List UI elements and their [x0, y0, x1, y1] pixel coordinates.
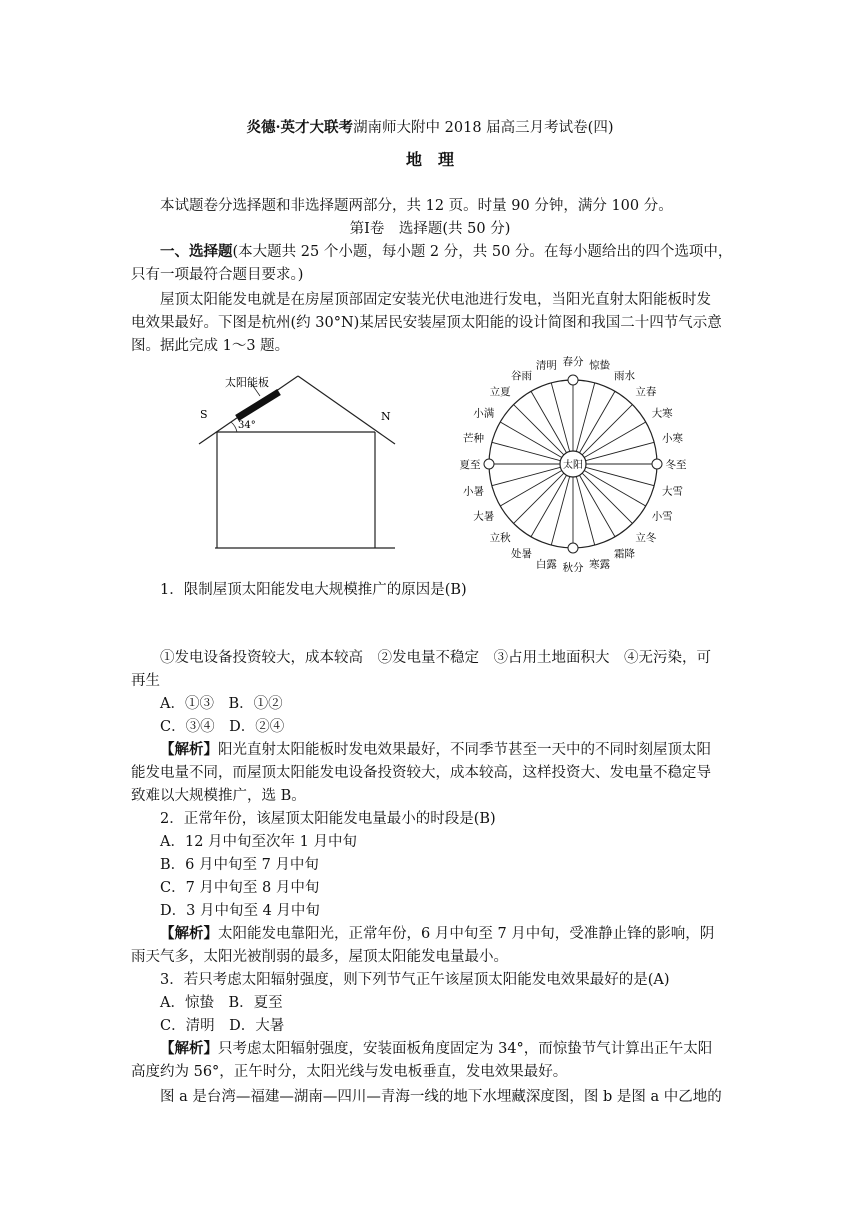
solar-term-label: 立冬 — [635, 531, 657, 544]
solar-term-spoke — [531, 475, 567, 536]
q3-choice-ab: A．惊蛰 B．夏至 — [160, 995, 283, 1011]
q2-choice-a: A．12 月中旬至次年 1 月中旬 — [160, 834, 357, 850]
q2-analysis-line2: 雨天气多，太阳光被削弱的最多，屋顶太阳能发电量最小。 — [131, 949, 508, 965]
q2-choice-c: C．7 月中旬至 8 月中旬 — [160, 880, 320, 896]
solar-term-spoke — [584, 422, 645, 458]
q2-choice-b: B．6 月中旬至 7 月中旬 — [160, 857, 319, 873]
solar-term-spoke — [582, 473, 632, 523]
q3-analysis-line1 — [160, 1039, 712, 1059]
solar-term-spoke — [582, 405, 632, 455]
q1-analysis-line2: 能发电量不同，而屋顶太阳能发电设备投资较大，成本较高，这样投资大、发电量不稳定导 — [131, 765, 711, 781]
q1-options-line1: ①发电设备投资较大，成本较高 ②发电量不稳定 ③占用土地面积大 ④无污染，可 — [160, 650, 711, 666]
solar-term-label: 秋分 — [562, 562, 584, 572]
q1-options-line2: 再生 — [131, 673, 160, 689]
solar-term-label: 立春 — [635, 386, 657, 399]
solar-term-spoke — [576, 383, 594, 452]
south-label: S — [200, 408, 208, 421]
solar-term-label: 立秋 — [489, 531, 511, 544]
section-heading-label: 一、选择题 — [160, 243, 233, 260]
section-heading-rest: (本大题共 25 个小题，每小题 2 分，共 50 分。在每小题给出的四个选项中， — [232, 244, 733, 260]
angle-label: 34° — [238, 420, 256, 431]
solar-term-spoke — [584, 471, 645, 507]
solar-term-label: 小暑 — [463, 485, 485, 498]
q1-analysis-text: 阳光直射太阳能板时发电效果最好，不同季节甚至一天中的不同时刻屋顶太阳 — [218, 742, 711, 758]
solar-term-label: 惊蛰 — [589, 359, 611, 372]
solar-term-spoke — [586, 442, 655, 460]
q1-analysis-line1 — [160, 740, 711, 760]
solar-term-spoke — [492, 467, 561, 485]
solar-term-label: 霜降 — [614, 548, 635, 561]
solar-term-label: 小寒 — [661, 432, 683, 445]
section-heading — [160, 242, 732, 262]
section-heading-line2: 只有一项最符合题目要求。) — [131, 267, 304, 283]
solar-term-label: 大暑 — [473, 510, 495, 523]
q1-choice-ab: A．①③ B．①② — [160, 696, 283, 712]
dot-spring-equinox — [568, 375, 578, 385]
solar-terms-diagram — [450, 352, 700, 572]
q3-stem: 3．若只考虑太阳辐射强度，则下列节气正午该屋顶太阳能发电效果最好的是(A) — [160, 972, 670, 988]
q2-analysis-tag: 【解析】 — [160, 925, 218, 942]
passage1-line1: 屋顶太阳能发电就是在房屋顶部固定安装光伏电池进行发电，当阳光直射太阳能板时发 — [160, 292, 711, 308]
solar-term-spoke — [586, 467, 655, 485]
solar-term-spoke — [551, 383, 569, 452]
dot-summer-solstice — [484, 459, 494, 469]
solar-term-label: 小雪 — [651, 510, 673, 523]
angle-arc — [231, 422, 237, 432]
exam-title — [0, 118, 860, 138]
intro-text: 本试题卷分选择题和非选择题两部分，共 12 页。时量 90 分钟，满分 100 分。 — [160, 198, 673, 214]
passage1-line3: 图。据此完成 1～3 题。 — [131, 338, 290, 354]
q1-stem: 1．限制屋顶太阳能发电大规模推广的原因是(B) — [160, 582, 467, 598]
q1-analysis-line3: 致难以大规模推广，选 B。 — [131, 788, 306, 804]
solar-term-label: 芒种 — [463, 432, 485, 445]
passage1-line2: 电效果最好。下图是杭州(约 30°N)某居民安装屋顶太阳能的设计简图和我国二十四节气示意 — [131, 315, 722, 331]
solar-term-spoke — [492, 442, 561, 460]
solar-term-spoke — [531, 391, 567, 452]
dot-autumn-equinox — [568, 543, 578, 553]
q1-choice-cd: C．③④ D．②④ — [160, 719, 285, 735]
exam-brand: 炎德·英才大联考 — [246, 119, 354, 136]
passage2-line1: 图 a 是台湾—福建—湖南—四川—青海一线的地下水埋藏深度图，图 b 是图 a 中乙地的 — [160, 1089, 722, 1105]
q1-analysis-tag: 【解析】 — [160, 741, 218, 758]
q2-analysis-text: 太阳能发电靠阳光，正常年份，6 月中旬至 7 月中旬，受准静止锋的影响，阴 — [218, 926, 715, 942]
section-title: 第Ⅰ卷 选择题(共 50 分) — [349, 221, 511, 237]
north-label: N — [381, 410, 391, 423]
q2-choice-d: D．3 月中旬至 4 月中旬 — [160, 903, 320, 919]
dot-winter-solstice — [652, 459, 662, 469]
sun-label: 太阳 — [563, 460, 583, 471]
subject-title: 地 理 — [405, 150, 454, 169]
solar-term-spoke — [514, 473, 564, 523]
solar-term-label: 清明 — [535, 359, 557, 372]
solar-term-label: 大寒 — [651, 407, 673, 420]
solar-term-label: 春分 — [562, 356, 584, 368]
q3-analysis-line2: 高度约为 56°，正午时分，太阳光线与发电板垂直，发电效果最好。 — [131, 1064, 568, 1080]
q3-choice-cd: C．清明 D．大暑 — [160, 1018, 285, 1034]
solar-panel — [237, 392, 279, 418]
solar-term-label: 处暑 — [511, 548, 532, 561]
solar-term-label: 小满 — [473, 407, 495, 420]
solar-term-spoke — [580, 391, 616, 452]
solar-term-spoke — [580, 475, 616, 536]
solar-term-spoke — [514, 405, 564, 455]
solar-term-label: 谷雨 — [511, 369, 532, 382]
solar-term-label: 夏至 — [459, 459, 481, 471]
q3-analysis-tag: 【解析】 — [160, 1040, 218, 1057]
solar-term-label: 冬至 — [665, 459, 687, 471]
solar-term-label: 立夏 — [489, 386, 511, 399]
q2-analysis-line1 — [160, 924, 714, 944]
solar-term-label: 寒露 — [589, 558, 611, 571]
solar-term-spoke — [551, 477, 569, 546]
exam-school: 湖南师大附中 2018 届高三月考试卷(四) — [353, 120, 614, 136]
solar-panel-label: 太阳能板 — [225, 376, 269, 389]
q3-analysis-text: 只考虑太阳辐射强度，安装面板角度固定为 34°，而惊蛰节气计算出正午太阳 — [218, 1041, 713, 1057]
house-diagram — [195, 372, 410, 557]
solar-term-spoke — [576, 477, 594, 546]
solar-term-label: 白露 — [535, 558, 557, 571]
solar-term-label: 雨水 — [614, 369, 635, 382]
q2-stem: 2．正常年份，该屋顶太阳能发电量最小的时段是(B) — [160, 811, 496, 827]
solar-term-spoke — [500, 471, 561, 507]
solar-term-spoke — [500, 422, 561, 458]
solar-term-label: 大雪 — [661, 485, 683, 498]
